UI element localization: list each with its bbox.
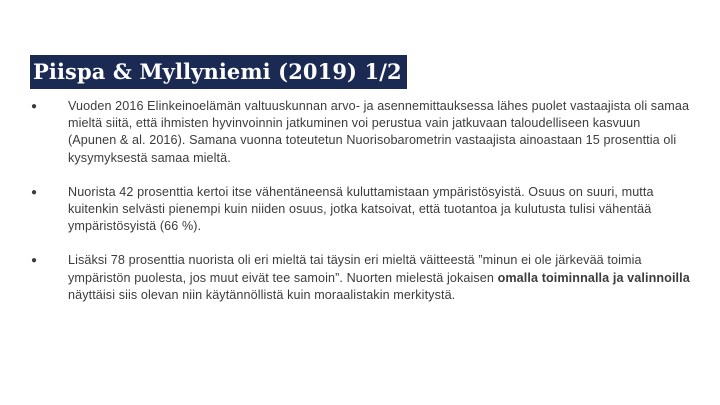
bullet-list: [30, 98, 690, 304]
bullet-text: Nuorista 42 prosenttia kertoi itse vähentäneensä kuluttamistaan ympäristösyistä. Osuus on suuri, mutta kuitenkin selvästi pienempi kuin niiden osuus, jotka katsoivat, että tuotantoa ja kulutusta tulisi vähentää ympäristösyistä (66 %).: [68, 184, 654, 234]
bullet-marker: ●: [31, 255, 38, 267]
bullet-text: Vuoden 2016 Elinkeinoelämän valtuuskunnan arvo- ja asennemittauksessa lähes puolet vastaajista oli samaa mieltä siitä, että ihmisten hyvinvoinnin jatkuminen voi perustua vain jatkuvaan taloudelliseen kasvuun (Apunen & al. 2016). Samana vuonna toteutetun Nuorisobarometrin vastaajista ainoastaan 15 prosenttia oli kysymyksestä samaa mieltä.: [68, 99, 690, 165]
bullet-marker: ●: [31, 186, 38, 198]
bullet-item: [30, 98, 690, 167]
slide-title: Piispa & Myllyniemi (2019) 1/2: [30, 55, 407, 89]
bullet-text-start: Lisäksi 78 prosenttia nuorista oli eri mieltä tai täysin eri mieltä väitteestä ”minun ei ole järkevää toimia ympäristön puolesta, jos muut eivät tee samoin”. Nuorten mielestä jokaisen: [68, 253, 642, 285]
bullet-marker: ●: [31, 101, 38, 112]
bullet-text-emphasis: omalla toiminnalla ja valinnoilla: [497, 270, 690, 285]
bullet-item: [30, 184, 690, 236]
bullet-item: [30, 252, 690, 304]
bullet-text-end: näyttäisi siis olevan niin käytännöllistä kuin moraalistakin merkitystä.: [68, 287, 456, 302]
